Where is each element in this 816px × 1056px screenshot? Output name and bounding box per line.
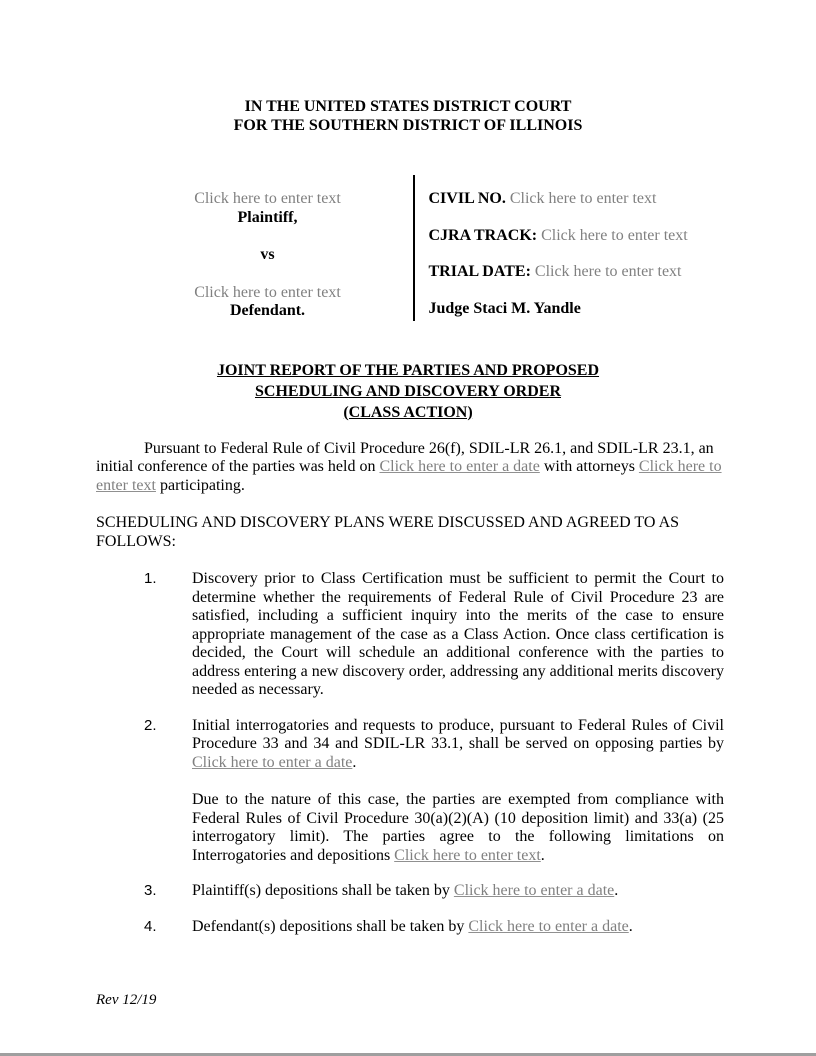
item-2-text-2: Due to the nature of this case, the parties are exempted from compliance with Federal Rules of Civil Procedure 30(a)(2)(A) (10 deposition limit) and 33(a) (25 interrogatory limit). The parties agree to the following limitations on Interrogatories and depositions <box>192 791 724 864</box>
plaintiff-depositions-date-field[interactable]: Click here to enter a date <box>453 882 615 899</box>
intro-text-before: Pursuant to Federal Rule of Civil Procedure 26(f), SDIL-LR 26.1, and SDIL-LR 23.1, an initial conference of the parties was held on <box>96 439 714 475</box>
case-caption <box>96 175 720 321</box>
vs-label: vs <box>260 246 275 263</box>
item-2-end-1: . <box>352 753 357 771</box>
cjra-track-line <box>429 227 721 246</box>
item-text-2 <box>192 717 724 866</box>
trial-date-label: TRIAL DATE: <box>428 263 531 280</box>
list-item-3 <box>144 882 724 901</box>
civil-no-line <box>429 190 721 209</box>
item-3-end: . <box>614 882 619 899</box>
intro-text-between: with attorneys <box>539 458 639 475</box>
item-number-1: 1. <box>144 570 157 587</box>
list-item-4 <box>144 918 724 937</box>
item-1-paragraph: Discovery prior to Class Certification must be sufficient to permit the Court to determine whether the requirements of Federal Rule of Civil Procedure 23 are satisfied, including a sufficient inquiry into the merits of the case to ensure appropriate management of the case as a Class Action. Once class certification is decided, the Court will schedule an additional conference with the parties to address entering a new discovery order, addressing any additional merits discovery needed as necessary. <box>192 570 724 698</box>
interrogatories-date-field[interactable]: Click here to enter a date <box>192 753 353 771</box>
court-header-line-1: IN THE UNITED STATES DISTRICT COURT <box>244 98 572 115</box>
item-2-text-1: Initial interrogatories and requests to produce, pursuant to Federal Rules of Civil Procedure 33 and 34 and SDIL-LR 33.1, shall be served on opposing parties by <box>192 716 724 752</box>
item-text-1 <box>192 570 724 700</box>
defendant-name-field[interactable]: Click here to enter text <box>194 283 341 301</box>
document-title-line-3: (CLASS ACTION) <box>343 403 473 421</box>
item-number-3: 3. <box>144 882 157 899</box>
cjra-track-label: CJRA TRACK: <box>428 226 538 244</box>
intro-text-after: participating. <box>155 476 245 494</box>
plaintiff-name-field[interactable]: Click here to enter text <box>194 190 341 207</box>
item-3-paragraph <box>192 882 724 901</box>
civil-no-field[interactable]: Click here to enter text <box>509 190 657 207</box>
item-4-end: . <box>628 917 633 935</box>
item-number-4: 4. <box>144 917 157 935</box>
court-header <box>96 97 720 135</box>
item-2-paragraph-2 <box>192 791 724 865</box>
defendant-label: Defendant. <box>229 302 306 319</box>
document-title-line-2: SCHEDULING AND DISCOVERY ORDER <box>255 382 561 400</box>
item-3-text: Plaintiff(s) depositions shall be taken by <box>192 882 454 899</box>
list-item-2 <box>144 717 724 866</box>
item-2-end-2: . <box>540 846 545 864</box>
revision-note: Rev 12/19 <box>96 992 157 1008</box>
court-header-line-2: FOR THE SOUTHERN DISTRICT OF ILLINOIS <box>233 117 583 134</box>
item-4-text: Defendant(s) depositions shall be taken by <box>192 917 469 935</box>
intro-paragraph <box>96 440 724 496</box>
trial-date-line <box>429 263 721 282</box>
caption-parties-column <box>96 175 413 321</box>
document-title-line-1: JOINT REPORT OF THE PARTIES AND PROPOSED <box>216 361 600 379</box>
conference-date-field[interactable]: Click here to enter a date <box>379 458 540 475</box>
plaintiff-label: Plaintiff, <box>237 208 298 226</box>
document-title <box>0 360 816 423</box>
section-heading: SCHEDULING AND DISCOVERY PLANS WERE DISCUSSED AND AGREED TO AS FOLLOWS: <box>96 514 680 550</box>
item-2-paragraph-1 <box>192 717 724 773</box>
cjra-track-field[interactable]: Click here to enter text <box>541 226 688 244</box>
item-text-3 <box>192 882 724 901</box>
defendant-depositions-date-field[interactable]: Click here to enter a date <box>468 917 629 935</box>
item-4-paragraph <box>192 918 724 937</box>
list-item-1 <box>144 570 724 700</box>
civil-no-label: CIVIL NO. <box>428 190 506 207</box>
discovery-limitations-field[interactable]: Click here to enter text <box>394 846 541 864</box>
trial-date-field[interactable]: Click here to enter text <box>534 263 682 280</box>
attorneys-field[interactable]: Click here to enter text <box>96 458 722 494</box>
item-number-2: 2. <box>144 716 157 734</box>
judge-name: Judge Staci M. Yandle <box>428 299 581 317</box>
caption-case-info-column <box>415 175 721 321</box>
item-text-4 <box>192 918 724 937</box>
